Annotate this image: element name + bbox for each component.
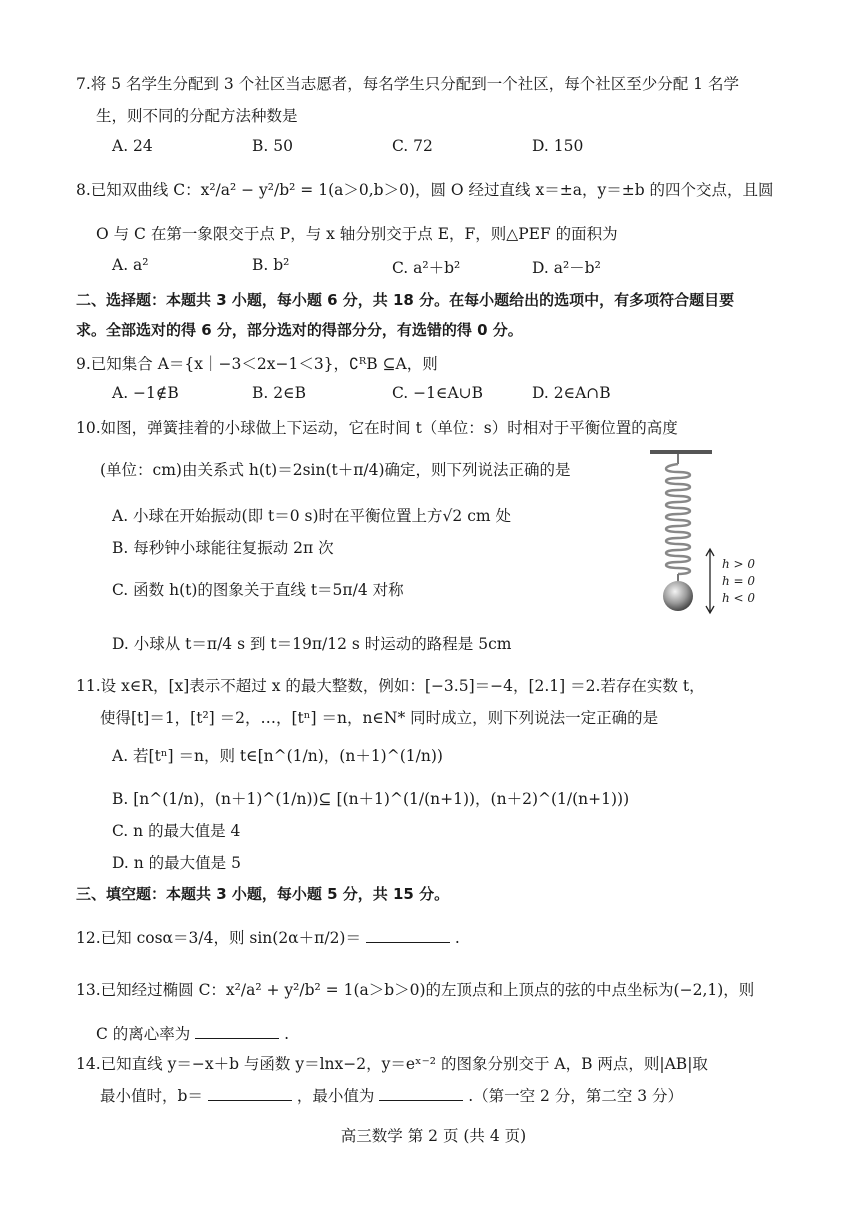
q12-text: 12.已知 cosα＝3/4，则 sin(2α＋π/2)＝ [76,929,361,947]
q10-option-b: B. 每秒钟小球能往复振动 2π 次 [112,539,334,557]
q7-options [112,137,672,155]
q14-line1: 14.已知直线 y＝−x＋b 与函数 y＝lnx−2，y＝eˣ⁻² 的图象分别交于 A，B 两点，则|AB|取 [76,1055,708,1073]
section2-heading-line2: 求。全部选对的得 6 分，部分选对的得部分分，有选错的得 0 分。 [76,321,523,339]
label-h-negative: h < 0 [722,591,756,605]
q7-option-a: A. 24 [112,137,153,155]
q14-text-c: .（第一空 2 分，第二空 3 分） [468,1087,684,1105]
q10-option-d: D. 小球从 t＝π/4 s 到 t＝19π/12 s 时运动的路程是 5cm [112,635,512,653]
q8-option-a: A. a² [112,256,149,274]
q14-text-b: ，最小值为 [296,1087,375,1105]
q9-option-d: D. 2∈A∩B [532,384,611,402]
q8-option-c: C. a²＋b² [392,259,461,277]
spring-diagram [648,446,768,616]
q9-line1: 9.已知集合 A＝{x｜−3＜2x−1＜3}，∁ᴿB ⊆A，则 [76,355,438,373]
q12-answer-blank[interactable] [366,941,450,943]
q8-line1: 8.已知双曲线 C：x²/a² − y²/b² = 1(a＞0,b＞0)，圆 O 经过直线 x＝±a，y＝±b 的四个交点，且圆 [76,181,774,199]
q9-option-b: B. 2∈B [252,384,306,402]
q14-answer-blank-1[interactable] [208,1099,292,1101]
q11-line2: 使得[t]＝1，[t²] ＝2，…，[tⁿ] ＝n，n∈N* 同时成立，则下列说法一定正确的是 [100,709,659,727]
q12 [76,926,460,948]
q13-suffix: . [284,1025,290,1043]
q13-line1: 13.已知经过椭圆 C：x²/a² + y²/b² = 1(a＞b＞0)的左顶点和上顶点的弦的中点坐标为(−2,1)，则 [76,981,755,999]
page-footer: 高三数学 第 2 页 (共 4 页) [340,1127,527,1145]
q7-option-b: B. 50 [252,137,293,155]
label-h-positive: h > 0 [722,557,756,571]
spring-figure [648,446,768,616]
q11-line1: 11.设 x∈R，[x]表示不超过 x 的最大整数，例如：[−3.5]＝−4，[2.1] ＝2.若存在实数 t， [76,677,705,695]
q14-text-a: 最小值时，b＝ [100,1087,203,1105]
q13-line2 [96,1022,289,1044]
q11-option-b: B. [n^(1/n)，(n＋1)^(1/n))⊆ [(n＋1)^(1/(n+1))，(n＋2)^(1/(n+1))) [112,790,630,808]
q11-option-a: A. 若[tⁿ] ＝n，则 t∈[n^(1/n)，(n＋1)^(1/n)) [112,747,443,765]
q10-option-c: C. 函数 h(t)的图象关于直线 t＝5π/4 对称 [112,581,404,599]
q9-option-c: C. −1∈A∪B [392,384,484,402]
q7-option-c: C. 72 [392,137,433,155]
q13-answer-blank[interactable] [195,1037,279,1039]
q8-option-d: D. a²－b² [532,259,601,277]
q13-text: C 的离心率为 [96,1025,191,1043]
q10-line2: (单位：cm)由关系式 h(t)＝2sin(t＋π/4)确定，则下列说法正确的是 [100,461,571,479]
q11-option-c: C. n 的最大值是 4 [112,822,241,840]
q7-line2: 生，则不同的分配方法种数是 [96,107,298,125]
spring-coil [666,464,690,574]
q7-option-d: D. 150 [532,137,584,155]
section3-heading: 三、填空题：本题共 3 小题，每小题 5 分，共 15 分。 [76,885,450,903]
q8-options [112,256,672,278]
q11-option-d: D. n 的最大值是 5 [112,854,241,872]
q8-option-b: B. b² [252,256,290,274]
q12-suffix: . [454,929,460,947]
label-h-zero: h = 0 [722,574,756,588]
q8-line2: O 与 C 在第一象限交于点 P，与 x 轴分别交于点 E，F，则△PEF 的面积为 [96,225,618,243]
q14-line2 [100,1084,683,1106]
section2-heading-line1: 二、选择题：本题共 3 小题，每小题 6 分，共 18 分。在每小题给出的选项中，有多项符合题目要 [76,291,735,309]
q10-line1: 10.如图，弹簧挂着的小球做上下运动，它在时间 t（单位：s）时相对于平衡位置的高度 [76,419,678,437]
q10-option-a: A. 小球在开始振动(即 t＝0 s)时在平衡位置上方√2 cm 处 [112,507,512,525]
q7-line1: 7.将 5 名学生分配到 3 个社区当志愿者，每名学生只分配到一个社区，每个社区至少分配 1 名学 [76,75,739,93]
ceiling-bar [650,450,712,454]
q9-options [112,384,672,402]
q9-option-a: A. −1∉B [112,384,179,402]
ball [663,581,693,611]
q14-answer-blank-2[interactable] [379,1099,463,1101]
